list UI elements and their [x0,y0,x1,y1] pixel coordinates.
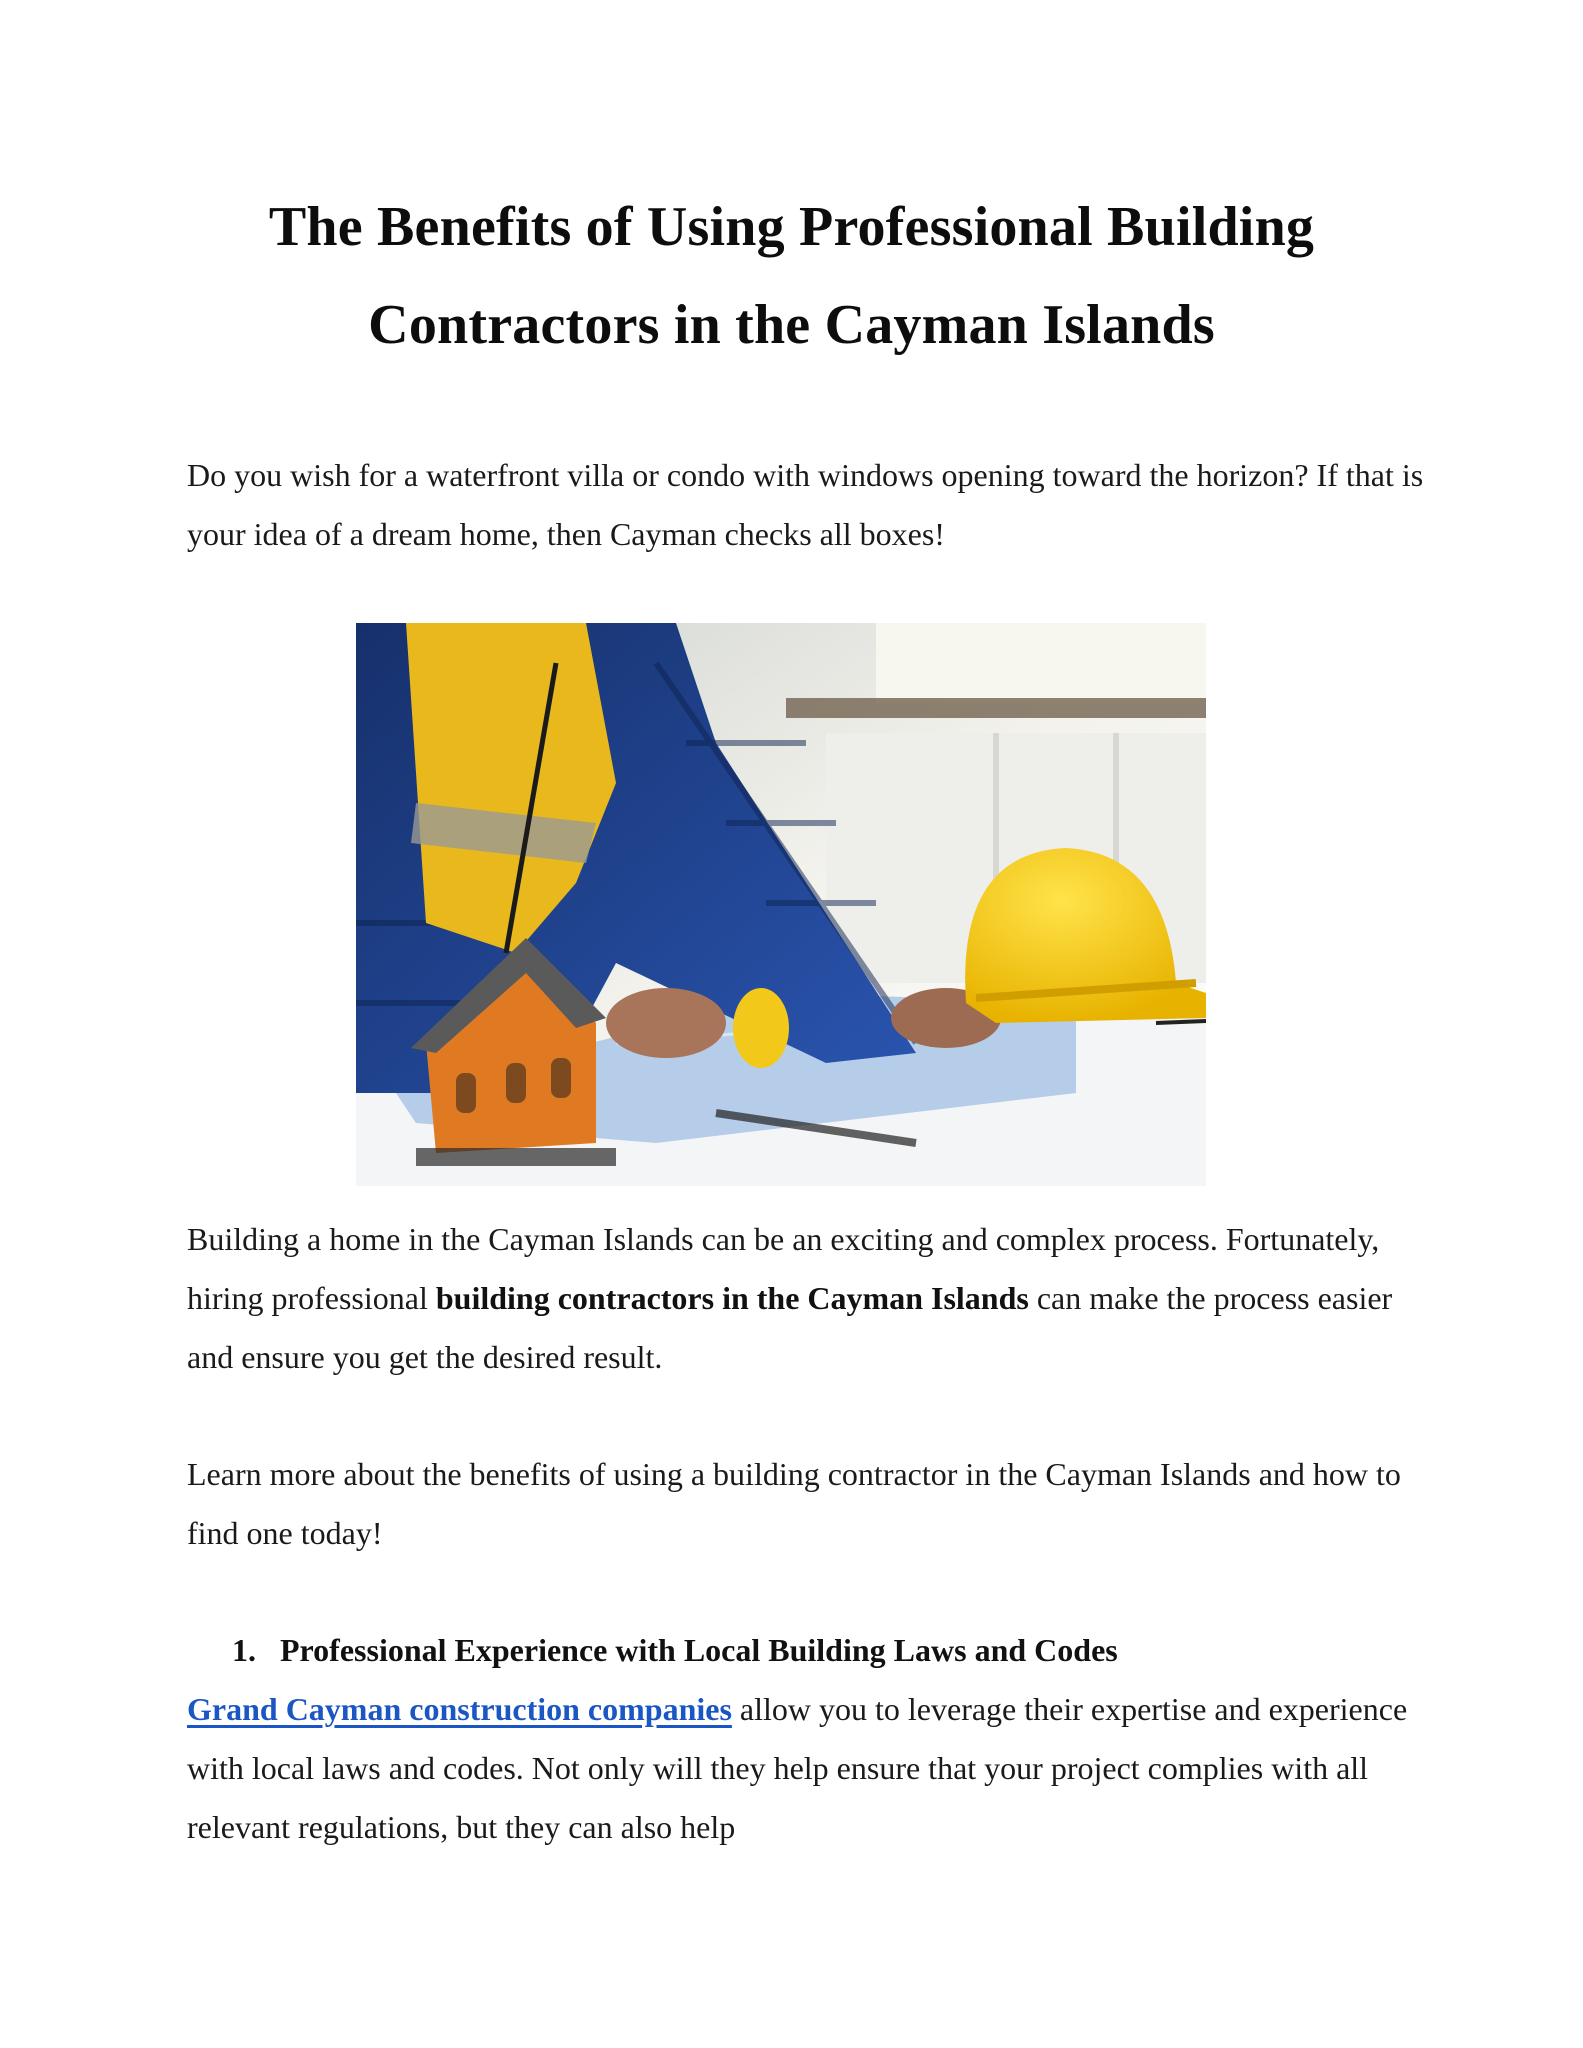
page-title: The Benefits of Using Professional Building Contractors in the Cayman Islands [268,196,1315,356]
section-1-heading-text: Professional Experience with Local Building Laws and Codes [280,1632,1118,1668]
section-1-paragraph [187,1680,1427,1857]
intro-paragraph: Do you wish for a waterfront villa or condo with windows opening toward the horizon? If that is your idea of a dream home, then Cayman checks all boxes! [187,457,1424,552]
overview-text-before: Building a home in the Cayman Islands can be an exciting and complex process. Fortunately, hiring professional [187,1221,1380,1316]
contractor-photo [356,623,1206,1186]
contractor-photo-illustration [356,623,1206,1186]
section-1-body-text: allow you to leverage their expertise and experience with local laws and codes. Not only will they help ensure that your project complies with all relevant regulations, but they can also help [187,1691,1408,1845]
grand-cayman-construction-link[interactable]: Grand Cayman construction companies [187,1691,732,1727]
overview-bold-keyword: building contractors in the Cayman Islands [435,1280,1029,1316]
overview-text-after: can make the process easier and ensure you get the desired result. [187,1280,1393,1375]
learn-more-paragraph: Learn more about the benefits of using a building contractor in the Cayman Islands and how to find one today! [187,1456,1401,1551]
overview-paragraph [187,1210,1427,1387]
section-1-number: 1. [232,1632,256,1668]
section-1-heading [232,1621,1118,1680]
